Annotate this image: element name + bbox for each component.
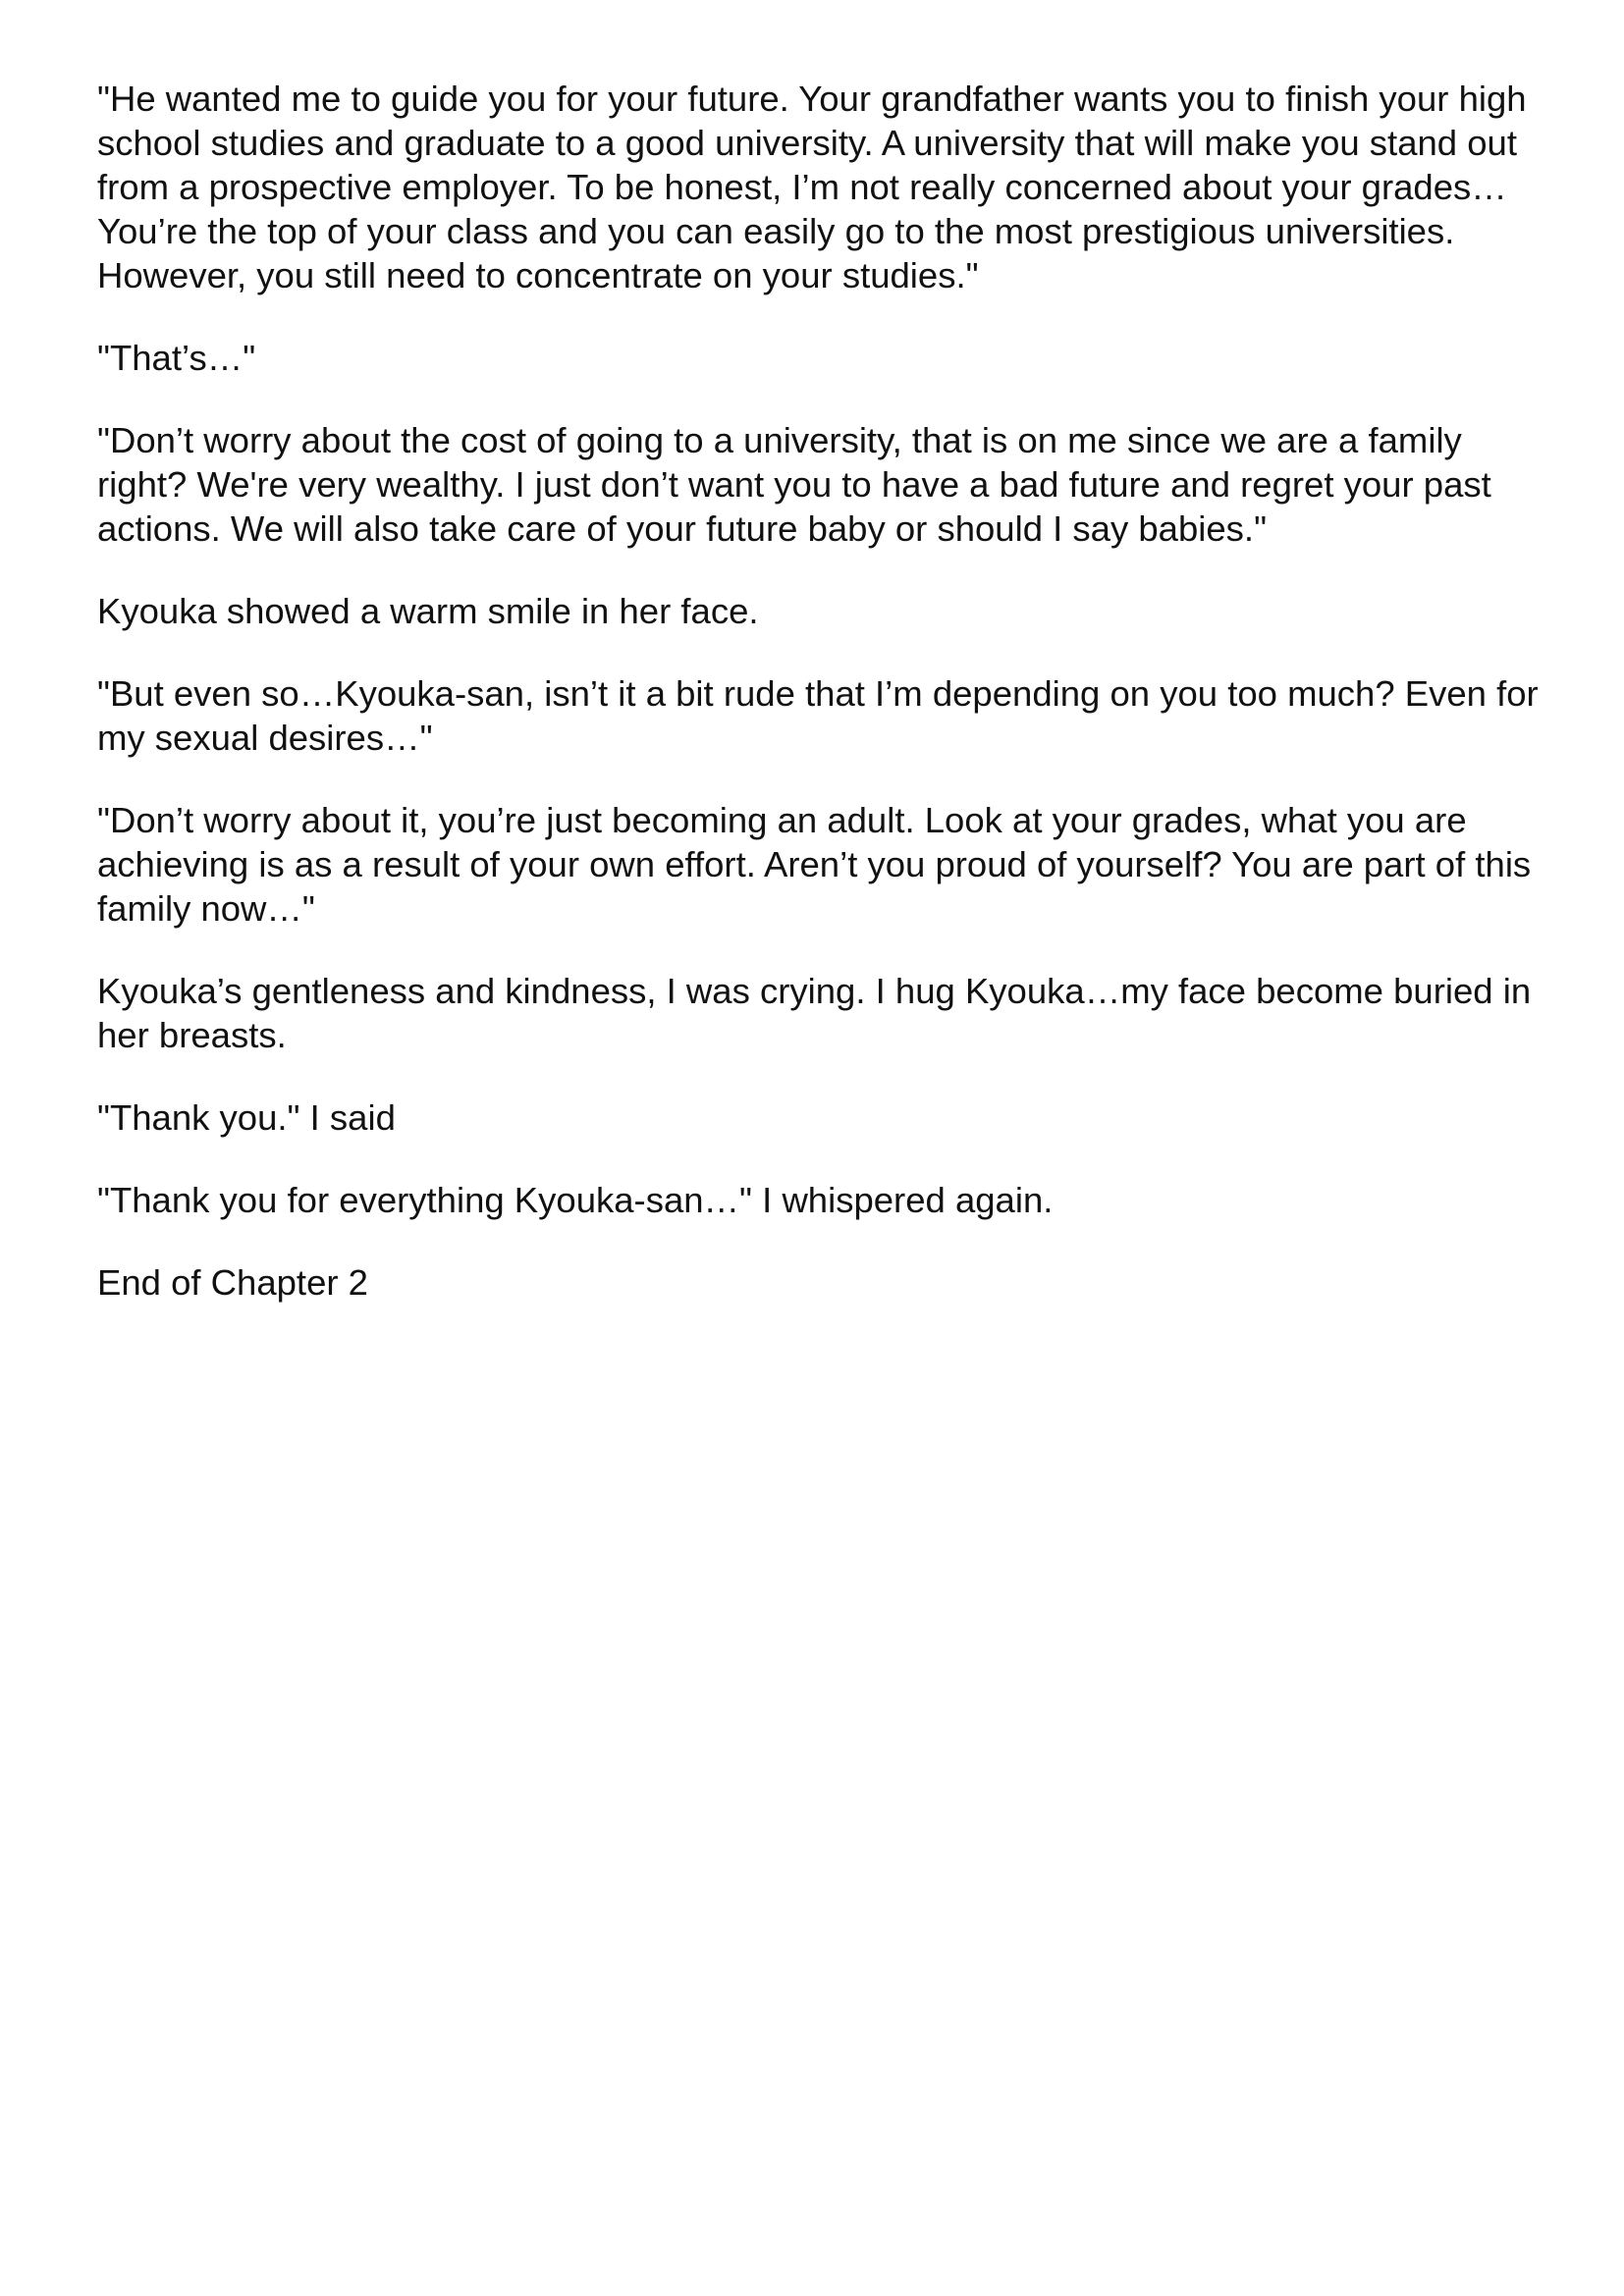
- paragraph-becoming-adult: "Don’t worry about it, you’re just becoming an adult. Look at your grades, what you are achieving is as a result of your own effort. Aren’t you proud of yourself? You are part of this family now…": [97, 800, 1532, 929]
- document-body: [97, 77, 1550, 1343]
- paragraph-warm-smile: Kyouka showed a warm smile in her face.: [97, 591, 759, 631]
- paragraph-thank-you-whisper: "Thank you for everything Kyouka-san…" I whispered again.: [97, 1180, 1054, 1220]
- paragraph-university-cost: "Don’t worry about the cost of going to a university, that is on me since we are a family right? We're very wealthy. I just don’t want you to have a bad future and regret your past actions. We will also take care of your future baby or should I say babies.": [97, 420, 1491, 549]
- paragraph-crying: Kyouka’s gentleness and kindness, I was crying. I hug Kyouka…my face become buried in her breasts.: [97, 971, 1532, 1055]
- paragraph-guidance-speech: "He wanted me to guide you for your future. Your grandfather wants you to finish your high school studies and graduate to a good university. A university that will make you stand out from a prospective employer. To be honest, I’m not really concerned about your grades…You’re the top of your class and you can easily go to the most prestigious universities. However, you still need to concentrate on your studies.": [97, 79, 1527, 295]
- paragraph-thank-you: "Thank you." I said: [97, 1097, 396, 1138]
- paragraph-thats: "That’s…": [97, 338, 256, 378]
- paragraph-but-even-so: "But even so…Kyouka-san, isn’t it a bit rude that I’m depending on you too much? Even for my sexual desires…": [97, 673, 1539, 758]
- chapter-end-note: End of Chapter 2: [97, 1262, 368, 1303]
